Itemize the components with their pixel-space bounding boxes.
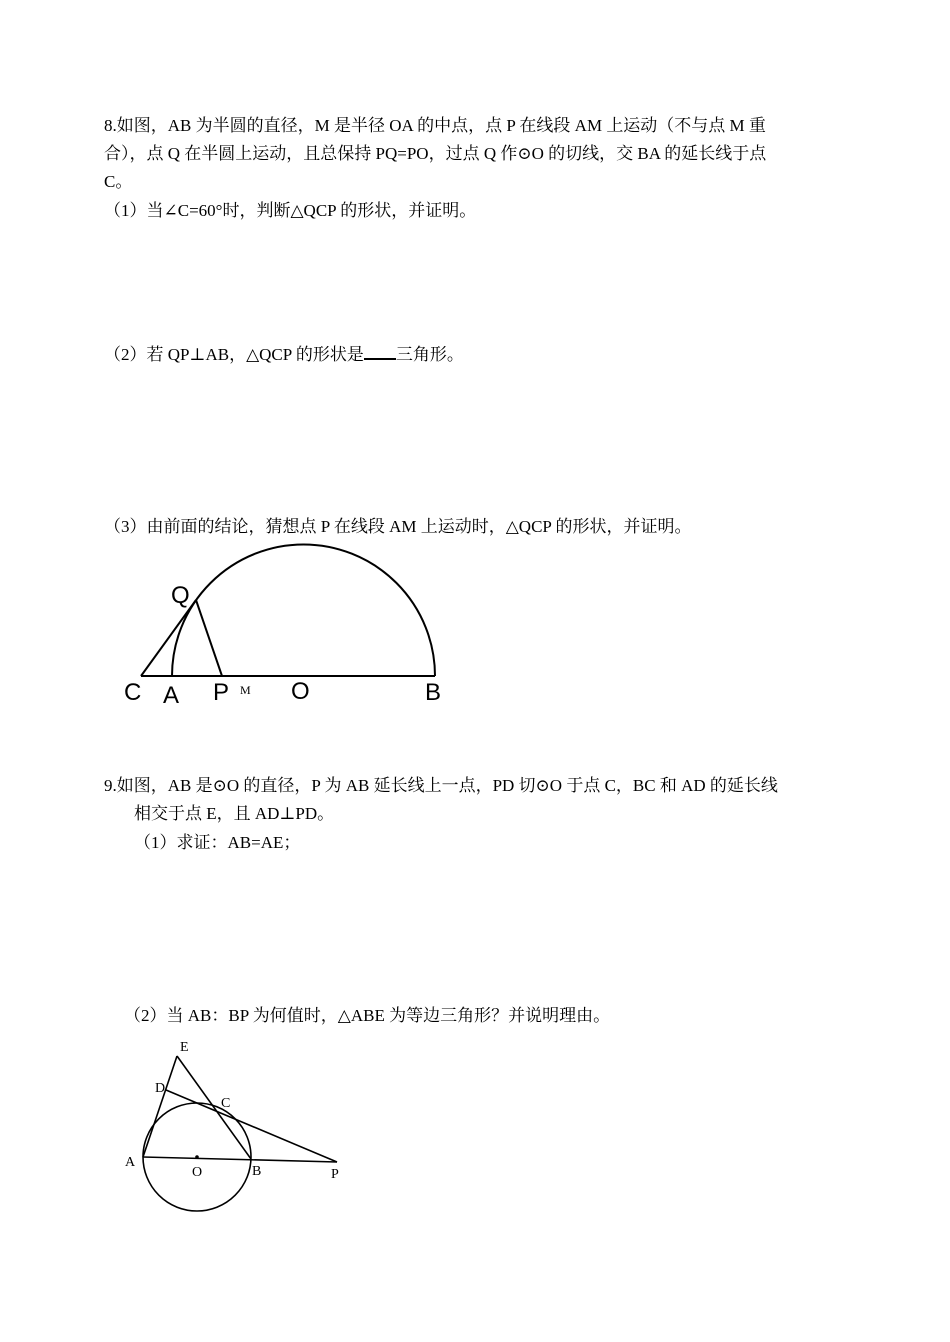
segment-ap <box>143 1157 337 1162</box>
q8-part-1: （1）当∠C=60°时，判断△QCP 的形状，并证明。 <box>104 201 477 220</box>
segment-ae <box>143 1056 177 1157</box>
q9-geometry <box>143 1056 337 1211</box>
q8-line-2: 合），点 Q 在半圆上运动，且总保持 PQ=PO，过点 Q 作⊙O 的切线，交 BA 的延长线于点 <box>104 144 767 163</box>
q8-part-2-suffix: 三角形。 <box>395 345 464 364</box>
segment-eb <box>177 1056 251 1159</box>
label-p: P <box>331 1167 339 1182</box>
label-c: C <box>124 679 142 706</box>
q9-part-2: （2）当 AB：BP 为何值时，△ABE 为等边三角形？并说明理由。 <box>124 1006 611 1025</box>
q9-line-1: 9.如图，AB 是⊙O 的直径，P 为 AB 延长线上一点，PD 切⊙O 于点 C，BC 和 AD 的延长线 <box>104 776 778 795</box>
tangent-line-dp <box>166 1090 337 1162</box>
q9-line-2: 相交于点 E，且 AD⊥PD。 <box>134 804 335 823</box>
label-m: M <box>240 683 251 697</box>
label-c: C <box>221 1096 231 1111</box>
q8-line-1: 8.如图，AB 为半圆的直径，M 是半径 OA 的中点，点 P 在线段 AM 上运动（不与点 M 重 <box>104 116 766 135</box>
q8-line-3: C。 <box>104 172 133 191</box>
q8-part-2-text: （2）若 QP⊥AB，△QCP 的形状是 <box>104 345 364 364</box>
label-b: B <box>425 679 442 706</box>
q8-part-3: （3）由前面的结论，猜想点 P 在线段 AM 上运动时，△QCP 的形状，并证明。 <box>104 517 692 536</box>
label-d: D <box>155 1081 166 1096</box>
center-dot <box>195 1155 199 1159</box>
label-p: P <box>213 679 230 706</box>
label-o: O <box>291 678 310 705</box>
label-q: Q <box>171 582 190 609</box>
label-b: B <box>252 1164 262 1179</box>
label-o: O <box>192 1165 203 1180</box>
label-a: A <box>163 682 180 709</box>
q9-part-1: （1）求证：AB=AE； <box>134 833 301 852</box>
label-a: A <box>125 1155 136 1170</box>
label-e: E <box>180 1040 189 1055</box>
